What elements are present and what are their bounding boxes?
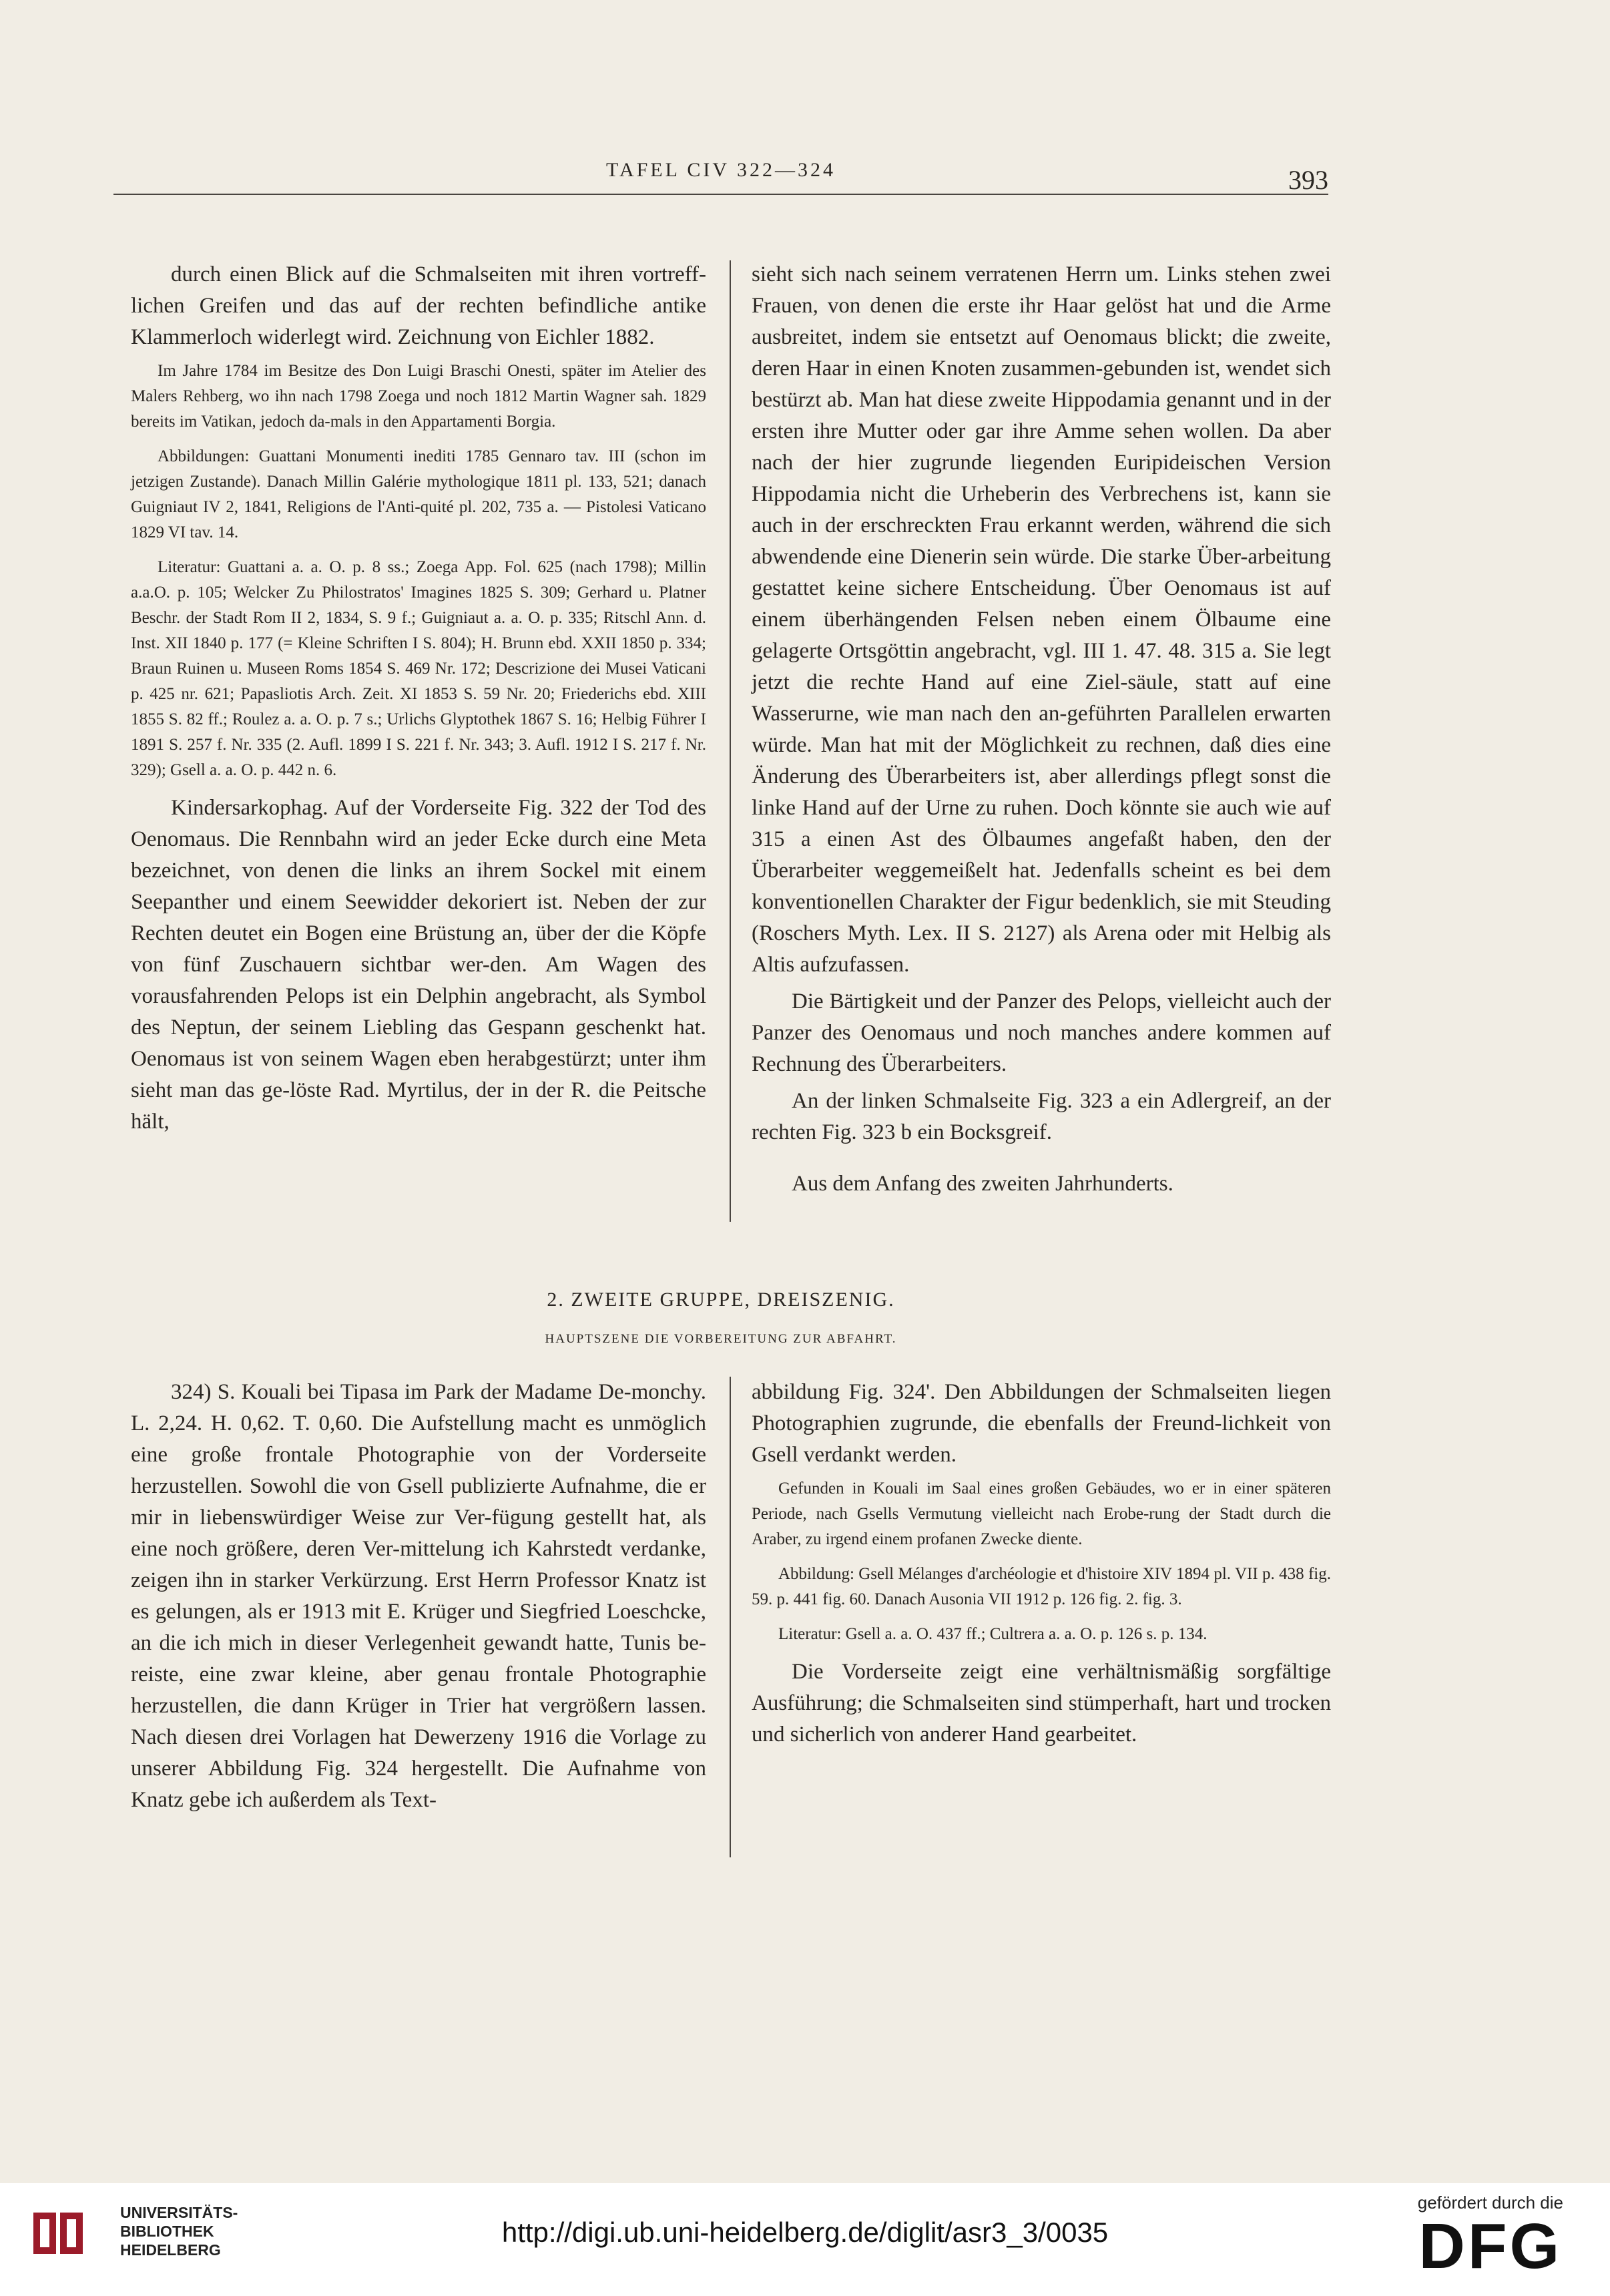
- illustrations-note: Abbildungen: Guattani Monumenti inediti 1785 Gennaro tav. III (schon im jetzigen Zustande). Danach Millin Galérie mythologique 1811 pl. 133, 521; danach Guigniaut IV 2, 1841, Religions de l'Anti-quité pl. 202, 735 a. — Pistolesi Vaticano 1829 VI tav. 14.: [131, 447, 706, 541]
- provenance-note: Im Jahre 1784 im Besitze des Don Luigi Braschi Onesti, später im Atelier des Malers Rehberg, wo ihn nach 1798 Zoega und noch 1812 Martin Wagner sah. 1829 bereits im Vatikan, jedoch da-mals in den Appartamenti Borgia.: [131, 362, 706, 431]
- column-divider: [730, 260, 731, 1222]
- dating-line: Aus dem Anfang des zweiten Jahrhunderts.: [792, 1172, 1173, 1196]
- left-column-top: [131, 259, 706, 1143]
- source-url-link[interactable]: http://digi.ub.uni-heidelberg.de/diglit/asr3_3/0035: [501, 2217, 1109, 2248]
- paragraph: Die Bärtigkeit und der Panzer des Pelops, vielleicht auch der Panzer des Oenomaus und noch manches andere kommen auf Rechnung des Überarbeiters.: [752, 989, 1331, 1076]
- dfg-logo: DFG: [1418, 2211, 1563, 2282]
- paragraph: 324) S. Kouali bei Tipasa im Park der Madame De-monchy. L. 2,24. H. 0,62. T. 0,60. Die Aufstellung macht es unmöglich eine große frontale Photographie von der Vorderseite herzustellen. Sowohl die von Gsell publizierte Aufnahme, die er mir in liebenswürdiger Weise zur Ver-fügung gestellt hat, als eine noch größere, deren Ver-mittelung ich Kahrstedt verdanke, zeigen ihn in starker Verkürzung. Erst Herrn Professor Knatz ist es gelungen, als er 1913 mit E. Krüger und Siegfried Loeschcke, an die ich mich in dieser Verlegenheit gewandt hatte, Tunis be-reiste, eine zwar kleine, aber genau frontale Photographie herzustellen, die dann Krüger in Trier hat vergrößern lassen. Nach diesen drei Vorlagen hat Dewerzeny 1916 die Vorlage zu unserer Abbildung Fig. 324 hergestellt. Die Aufnahme von Knatz gebe ich außerdem als Text-: [131, 1380, 706, 1812]
- page-title: TAFEL CIV 322—324: [606, 159, 836, 181]
- left-column-bottom: [131, 1377, 706, 1821]
- paragraph: sieht sich nach seinem verratenen Herrn um. Links stehen zwei Frauen, von denen die erste ihr Haar gelöst hat und die Arme ausbreitet, indem sie entsetzt auf Oenomaus blickt; die zweite, deren Haar in einen Knoten zusammen-gebunden ist, wendet sich bestürzt ab. Man hat diese zweite Hippodamia genannt und in der ersten ihre Mutter oder gar ihre Amme sehen wollen. Da aber nach der hier zugrunde liegenden Euripideischen Version Hippodamia nicht die Urheberin des Verbrechens ist, kann sie auch in der erschreckten Frau erkannt werden, während die sich abwendende eine Dienerin sein würde. Die starke Über-arbeitung gestattet keine sichere Entscheidung. Über Oenomaus ist auf einem überhängenden Felsen neben einem Ölbaume eine gelagerte Ortsgöttin angebracht, vgl. III 1. 47. 48. 315 a. Sie legt jetzt die rechte Hand auf eine Ziel-säule, statt auf eine Wasserurne, wie man nach den an-geführten Parallelen erwarten würde. Man hat mit der Möglichkeit zu rechnen, daß dies eine Änderung des Überarbeiters ist, aber allerdings pflegt sonst die linke Hand auf der Urne zu ruhen. Doch könnte sie auch wie auf 315 a einen Ast des Ölbaumes angefaßt haben, den der Überarbeiter weggemeißelt hat. Jedenfalls scheint es bei dem konventionellen Charakter der Figur bedenklich, sie mit Steuding (Roschers Myth. Lex. II S. 2127) als Arena oder mit Helbig als Altis aufzufassen.: [752, 262, 1331, 977]
- paragraph: durch einen Blick auf die Schmalseiten mit ihren vortreff-lichen Greifen und das auf der rechten befindliche antike Klammerloch widerlegt wird. Zeichnung von Eichler 1882.: [131, 262, 706, 349]
- literature-note: Literatur: Guattani a. a. O. p. 8 ss.; Zoega App. Fol. 625 (nach 1798); Millin a.a.O. p. 105; Welcker Zu Philostratos' Imagines 1825 S. 309; Gerhard u. Platner Beschr. der Stadt Rom II 2, 1834, S. 9 f.; Guigniaut a. a. O. p. 335; Ritschl Ann. d. Inst. XII 1840 p. 177 (= Kleine Schriften I S. 804); H. Brunn ebd. XXII 1850 p. 334; Braun Ruinen u. Museen Roms 1854 S. 469 Nr. 172; Descrizione dei Musei Vaticani p. 425 nr. 621; Papasliotis Arch. Zeit. XI 1853 S. 59 Nr. 20; Friederichs ebd. XIII 1855 S. 82 ff.; Roulez a. a. O. p. 7 s.; Urlichs Glyptothek 1867 S. 16; Helbig Führer I 1891 S. 257 f. Nr. 335 (2. Aufl. 1899 I S. 221 f. Nr. 343; 3. Aufl. 1912 I S. 217 f. Nr. 329); Gsell a. a. O. p. 442 n. 6.: [131, 558, 706, 779]
- paragraph: Die Vorderseite zeigt eine verhältnismäßig sorgfältige Ausführung; die Schmalseiten sind stümperhaft, hart und trocken und sicherlich von anderer Hand gearbeitet.: [752, 1660, 1331, 1747]
- right-column-top: [752, 259, 1331, 1205]
- page-header: [113, 152, 1328, 195]
- paragraph: Kindersarkophag. Auf der Vorderseite Fig. 322 der Tod des Oenomaus. Die Rennbahn wird an jeder Ecke durch eine Meta bezeichnet, von denen die links an ihrem Sockel mit einem Seepanther und einem Seewidder dekoriert ist. Neben der zur Rechten deutet ein Bogen eine Brüstung an, über der die Köpfe von fünf Zuschauern sichtbar wer-den. Am Wagen des vorausfahrenden Pelops ist ein Delphin angebracht, als Symbol des Neptun, der seinem Liebling das Gespann geschenkt hat. Oenomaus ist von seinem Wagen eben herabgestürzt; unter ihm sieht man das ge-löste Rad. Myrtilus, der in der R. die Peitsche hält,: [131, 796, 706, 1134]
- university-name: UNIVERSITÄTS- BIBLIOTHEK HEIDELBERG: [120, 2204, 238, 2259]
- footer-bar: [0, 2183, 1610, 2296]
- findspot-note: Gefunden in Kouali im Saal eines großen Gebäudes, wo er in einer späteren Periode, nach Gsells Vermutung vielleicht nach Erobe-rung der Stadt durch die Araber, zu irgend einem profanen Zwecke diente.: [752, 1479, 1331, 1548]
- literature-note: Literatur: Gsell a. a. O. 437 ff.; Cultrera a. a. O. p. 126 s. p. 134.: [778, 1625, 1208, 1643]
- page-number: 393: [1288, 165, 1328, 195]
- sponsor-label: gefördert durch die: [1417, 2193, 1563, 2213]
- paragraph: abbildung Fig. 324'. Den Abbildungen der Schmalseiten liegen Photographien zugrunde, die ebenfalls der Freund-lichkeit von Gsell verdankt werden.: [752, 1380, 1331, 1467]
- header-rule: [113, 194, 1328, 195]
- illustrations-note: Abbildung: Gsell Mélanges d'archéologie et d'histoire XIV 1894 pl. VII p. 438 fig. 59. p. 441 fig. 60. Danach Ausonia VII 1912 p. 126 fig. 2. fig. 3.: [752, 1565, 1331, 1608]
- section-heading: 2. ZWEITE GRUPPE, DREISZENIG.: [547, 1289, 895, 1311]
- column-divider: [730, 1377, 731, 1857]
- right-column-bottom: [752, 1377, 1331, 1756]
- sponsor-block: [1418, 2193, 1563, 2280]
- section-subheading: HAUPTSZENE DIE VORBEREITUNG ZUR ABFAHRT.: [545, 1332, 897, 1346]
- paragraph: An der linken Schmalseite Fig. 323 a ein Adlergreif, an der rechten Fig. 323 b ein Bocksgreif.: [752, 1089, 1331, 1144]
